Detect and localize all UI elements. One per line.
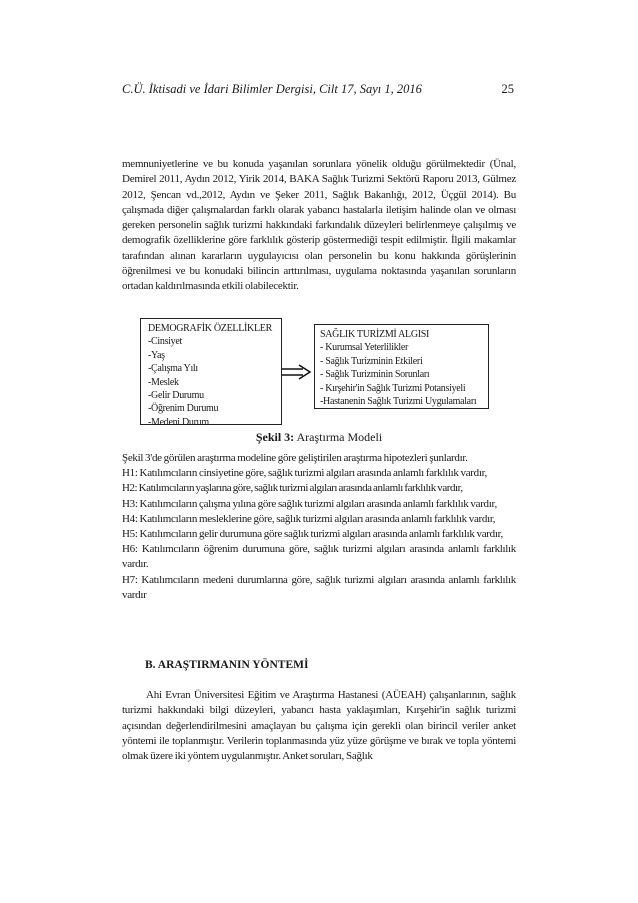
demographics-item: -Çalışma Yılı [148, 363, 198, 375]
hypothesis-item: H4: Katılımcıların mesleklerine göre, sağlık turizmi algıları arasında anlamlı farklılık vardır, [122, 512, 496, 525]
demographics-item: -Cinsiyet [148, 336, 182, 348]
demographics-item: -Gelir Durumu [148, 390, 204, 402]
hypothesis-item: H7: Katılımcıların medeni durumlarına göre, sağlık turizmi algıları arasında anlamlı farklılık vardır [122, 573, 516, 601]
perception-item: -Hastanenin Sağlık Turizmi Uygulamaları [320, 396, 477, 408]
demographics-title: DEMOGRAFİK ÖZELLİKLER [148, 323, 272, 334]
demographics-item: -Öğrenim Durumu [148, 403, 219, 415]
figure-label: Şekil 3: [255, 430, 295, 444]
running-header [122, 82, 514, 97]
body-paragraph-1: memnuniyetlerine ve bu konuda yaşanılan sorunlara yönelik olduğu görülmektedir (Ünal, Demirel 2011, Aydın 2012, Yirik 2014, BAKA Sağlık Turizmi Sektörü Raporu 2013, Gülmez 2012, Şencan vd.,2012, Aydın ve Şeker 2011, Sağlık Bakanlığı, 2012, Üçgül 2014). Bu çalışmada diğer çalışmalardan farklı olarak yabancı hastalarla iletişim halinde olan ve olması gereken personelin sağlık turizmi hakkındaki farkındalık düzeyleri belirlenmeye çalışılmış ve demografik özelliklerine göre farklılık gösterip göstermediği tespit edilmiştir. İlgili makamlar tarafından alınan kararların uygulayıcısı olan personelin bu konu hakkında görüşlerinin öğrenilmesi ve bu konudaki bilincin arttırılması, uygulama noktasında yaşanılan sorunların ortadan kaldırılmasında etkili olabilecektir. [122, 158, 516, 293]
hypothesis-item: H5: Katılımcıların gelir durumuna göre sağlık turizmi algıları arasında anlamlı farklılık vardır, [122, 528, 504, 541]
figure-caption [122, 430, 516, 445]
body-paragraph-2: Ahi Evran Üniversitesi Eğitim ve Araştırma Hastanesi (AÜEAH) çalışanlarının, sağlık turizmi hakkındaki bilgi düzeyleri, yabancı hasta yaklaşımları, Kırşehir'in sağlık turizmi açısından değerlendirilmesini amaçlayan bu çalışma için gerekli olan birincil veriler anket yöntemi ile toplanmıştır. Verilerin toplanmasında yüz yüze görüşme ve bırak ve topla yöntemi olmak üzere iki yöntem uygulanmıştır. Anket soruları, Sağlık [122, 689, 516, 763]
hypothesis-item: H2: Katılımcıların yaşlarına göre, sağlık turizmi algıları arasında anlamlı farklılık vardır, [122, 482, 463, 495]
health-tourism-perception-box [314, 324, 489, 409]
perception-title: SAĞLIK TURİZMİ ALGISI [320, 329, 430, 340]
hypothesis-item: H3: Katılımcıların çalışma yılına göre sağlık turizmi algıları arasında anlamlı farklılık vardır, [122, 497, 497, 510]
hypotheses-list [122, 451, 516, 603]
hypothesis-item: H6: Katılımcıların öğrenim durumuna göre, sağlık turizmi algıları arasında anlamlı farklılık vardır. [122, 543, 516, 571]
double-arrow-right-icon [282, 364, 312, 380]
section-heading: B. ARAŞTIRMANIN YÖNTEMİ [145, 659, 309, 671]
figure-title: Araştırma Modeli [296, 430, 383, 444]
perception-item: - Kurumsal Yeterlilikler [320, 342, 409, 354]
demographics-item: -Meslek [148, 376, 179, 388]
perception-item: - Sağlık Turizminin Etkileri [320, 355, 423, 367]
demographics-item: -Yaş [148, 349, 165, 361]
perception-item: - Sağlık Turizminin Sorunları [320, 369, 430, 381]
hypotheses-intro: Şekil 3'de görülen araştırma modeline göre geliştirilen araştırma hipotezleri şunlardır. [122, 452, 468, 464]
perception-item: - Kırşehir'in Sağlık Turizmi Potansiyeli [320, 382, 466, 394]
journal-title: C.Ü. İktisadi ve İdari Bilimler Dergisi, Cilt 17, Sayı 1, 2016 [122, 82, 422, 96]
demographics-box [140, 318, 282, 428]
demographics-item: -Medeni Durum [148, 416, 209, 428]
page-number: 25 [501, 82, 514, 96]
hypothesis-item: H1: Katılımcıların cinsiyetine göre, sağlık turizmi algıları arasında anlamlı farklılık vardır, [122, 467, 487, 480]
